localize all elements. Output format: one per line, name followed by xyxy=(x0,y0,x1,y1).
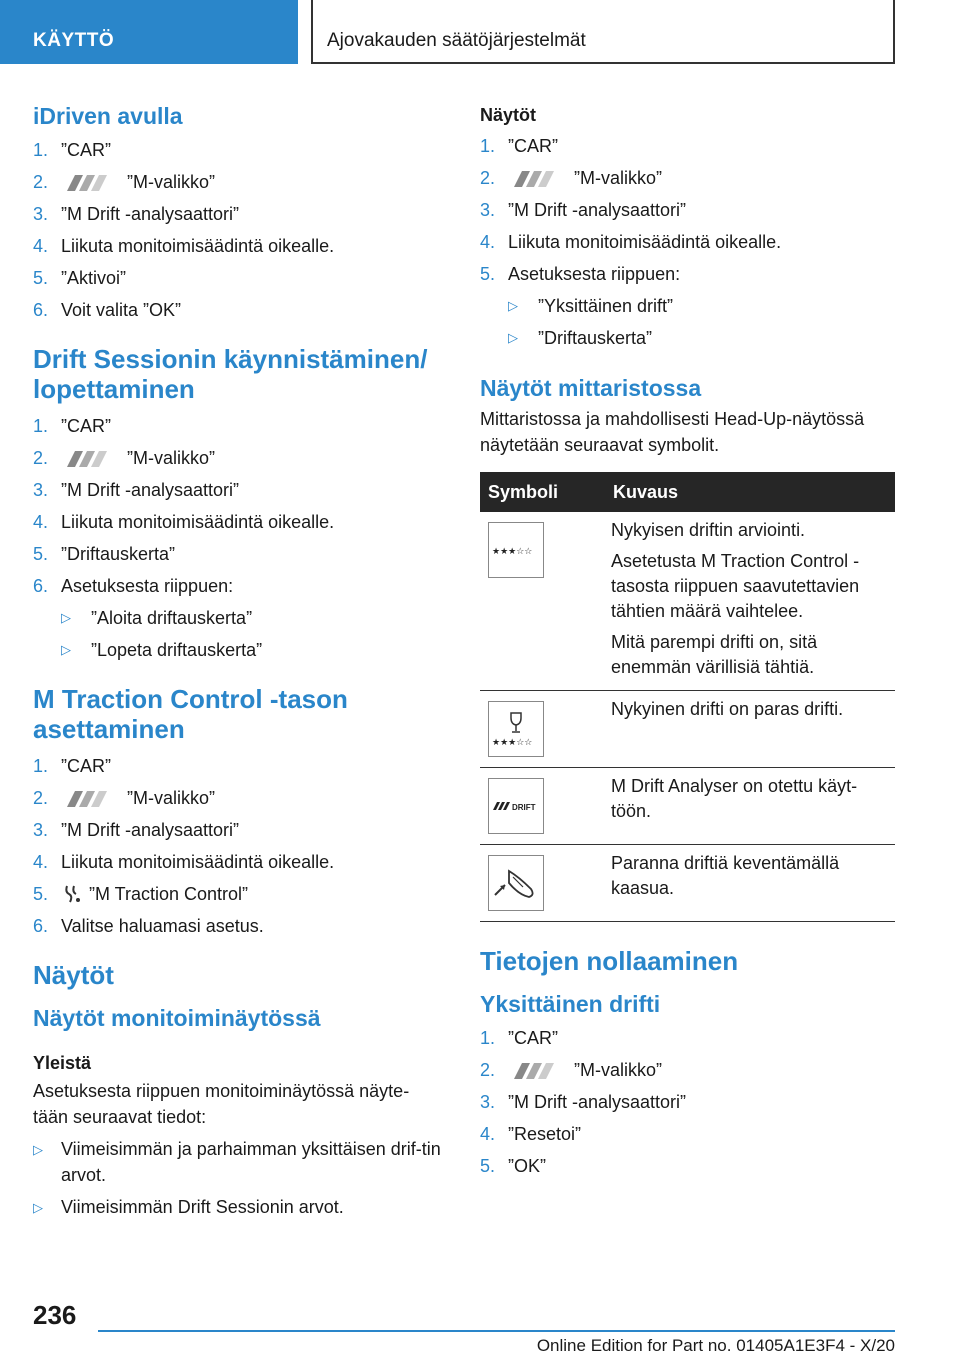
edition-footer: Online Edition for Part no. 01405A1E3F4 - X/20 xyxy=(536,1336,895,1355)
svg-text:★★★☆☆: ★★★☆☆ xyxy=(492,546,533,556)
triangle-bullet-icon: ▷ xyxy=(33,1200,43,1215)
step: 6. Asetuksesta riippuen: xyxy=(33,576,234,596)
session-steps xyxy=(33,410,443,666)
symbol-table xyxy=(480,472,895,922)
col-description: Kuvaus xyxy=(605,472,895,512)
session-heading: Drift Sessionin käynnistäminen/ lopettaminen xyxy=(33,344,428,404)
step: 4. Liikuta monitoimisäädintä oikealle. xyxy=(33,852,335,872)
table-row: Paranna driftiä keventämällä kaasua. xyxy=(480,845,895,922)
triangle-bullet-icon: ▷ xyxy=(508,298,518,313)
step: 3. ”M Drift -analysaattori” xyxy=(33,820,240,840)
reset-subheading: Yksittäinen drifti xyxy=(480,991,661,1017)
bullet-item: ▷ Viimeisimmän Drift Sessionin arvot. xyxy=(33,1194,443,1222)
sub-item: ▷ ”Driftauskerta” xyxy=(480,322,895,354)
col-symbol: Symboli xyxy=(480,472,605,512)
general-heading: Yleistä xyxy=(33,1053,92,1073)
trophy-stars-icon xyxy=(488,701,544,757)
step: 3. ”M Drift -analysaattori” xyxy=(480,1092,687,1112)
table-row: ★★★☆☆ Nykyinen drifti on paras drifti. xyxy=(480,691,895,768)
reset-heading: Tietojen nollaaminen xyxy=(480,946,739,976)
step: 2. ”M-valikko” xyxy=(480,168,662,188)
step: 2. ”M-valikko” xyxy=(33,172,215,192)
step: 1. ”CAR” xyxy=(33,140,111,160)
m-menu-icon xyxy=(508,1063,562,1079)
table-row: ★★★☆☆ Nykyisen driftin arviointi. Asetetusta M Traction Control -tasosta riippuen saavutettavien tähtien määrä vaihtelee. Mitä parempi drifti on, sitä enemmän värillisiä tähtiä. xyxy=(480,512,895,691)
idrive-steps xyxy=(33,134,443,326)
section-tab xyxy=(0,0,298,64)
step: 1. ”CAR” xyxy=(480,1028,558,1048)
displays-subheading: Näytöt monitoiminäytössä xyxy=(33,1005,321,1031)
m-menu-icon xyxy=(61,791,115,807)
ease-throttle-icon xyxy=(488,855,544,911)
table-header-row xyxy=(480,472,895,512)
m-menu-icon xyxy=(61,451,115,467)
m-menu-icon xyxy=(61,175,115,191)
displays-heading: Näytöt xyxy=(33,960,114,990)
traction-steps xyxy=(33,750,443,942)
m-drift-icon xyxy=(488,778,544,834)
table-row: DRIFT M Drift Analyser on otettu käyt-töön. xyxy=(480,768,895,845)
idrive-heading: iDriven avulla xyxy=(33,103,183,129)
step: 4. Liikuta monitoimisäädintä oikealle. xyxy=(33,512,335,532)
page-number: 236 xyxy=(33,1300,77,1330)
displays-steps xyxy=(480,130,895,354)
triangle-bullet-icon: ▷ xyxy=(33,1142,43,1157)
step: 1. ”CAR” xyxy=(33,416,111,436)
sub-item: ▷ ”Lopeta driftauskerta” xyxy=(33,634,443,666)
general-text: Asetuksesta riippuen monitoiminäytössä näyte-tään seuraavat tiedot: xyxy=(33,1081,410,1127)
right-column xyxy=(480,102,895,1182)
step: 6. Valitse haluamasi asetus. xyxy=(33,916,264,936)
displays-heading-right: Näytöt xyxy=(480,105,537,125)
section-label: KÄYTTÖ xyxy=(33,30,115,51)
triangle-bullet-icon: ▷ xyxy=(61,642,71,657)
step: 5. ”Driftauskerta” xyxy=(33,544,176,564)
triangle-bullet-icon: ▷ xyxy=(61,610,71,625)
cluster-text: Mittaristossa ja mahdollisesti Head-Up-näytössä näytetään seuraavat symbolit. xyxy=(480,409,865,455)
step: 5. ”OK” xyxy=(480,1156,546,1176)
bullet-item: ▷ Viimeisimmän ja parhaimman yksittäisen drif-tin arvot. xyxy=(33,1136,443,1188)
traction-control-icon xyxy=(61,884,83,906)
footer-divider xyxy=(98,1330,895,1332)
step: 5. Asetuksesta riippuen: xyxy=(480,264,681,284)
traction-heading: M Traction Control -tason asettaminen xyxy=(33,684,348,744)
triangle-bullet-icon: ▷ xyxy=(508,330,518,345)
step: 1. ”CAR” xyxy=(480,136,558,156)
step: 3. ”M Drift -analysaattori” xyxy=(480,200,687,220)
step: 5. ”Aktivoi” xyxy=(33,268,127,288)
step: 2. ”M-valikko” xyxy=(33,788,215,808)
m-menu-icon xyxy=(508,171,562,187)
step: 6. Voit valita ”OK” xyxy=(33,300,182,320)
step: 4. Liikuta monitoimisäädintä oikealle. xyxy=(33,236,335,256)
sub-item: ▷ ”Aloita driftauskerta” xyxy=(33,602,443,634)
step: 3. ”M Drift -analysaattori” xyxy=(33,204,240,224)
cluster-heading: Näytöt mittaristossa xyxy=(480,375,702,401)
step: 4. Liikuta monitoimisäädintä oikealle. xyxy=(480,232,782,252)
chapter-header xyxy=(311,0,895,64)
step: 3. ”M Drift -analysaattori” xyxy=(33,480,240,500)
svg-text:★★★☆☆: ★★★☆☆ xyxy=(492,737,533,747)
left-column xyxy=(33,102,443,1222)
chapter-label: Ajovakauden säätöjärjestelmät xyxy=(327,30,586,51)
step: 2. ”M-valikko” xyxy=(33,448,215,468)
step: 2. ”M-valikko” xyxy=(480,1060,662,1080)
svg-text:DRIFT: DRIFT xyxy=(512,803,536,812)
step: 4. ”Resetoi” xyxy=(480,1124,582,1144)
step: 5. ”M Traction Control” xyxy=(33,878,443,910)
sub-item: ▷ ”Yksittäinen drift” xyxy=(480,290,895,322)
reset-steps xyxy=(480,1022,895,1182)
star-rating-icon xyxy=(488,522,544,578)
step: 1. ”CAR” xyxy=(33,756,111,776)
